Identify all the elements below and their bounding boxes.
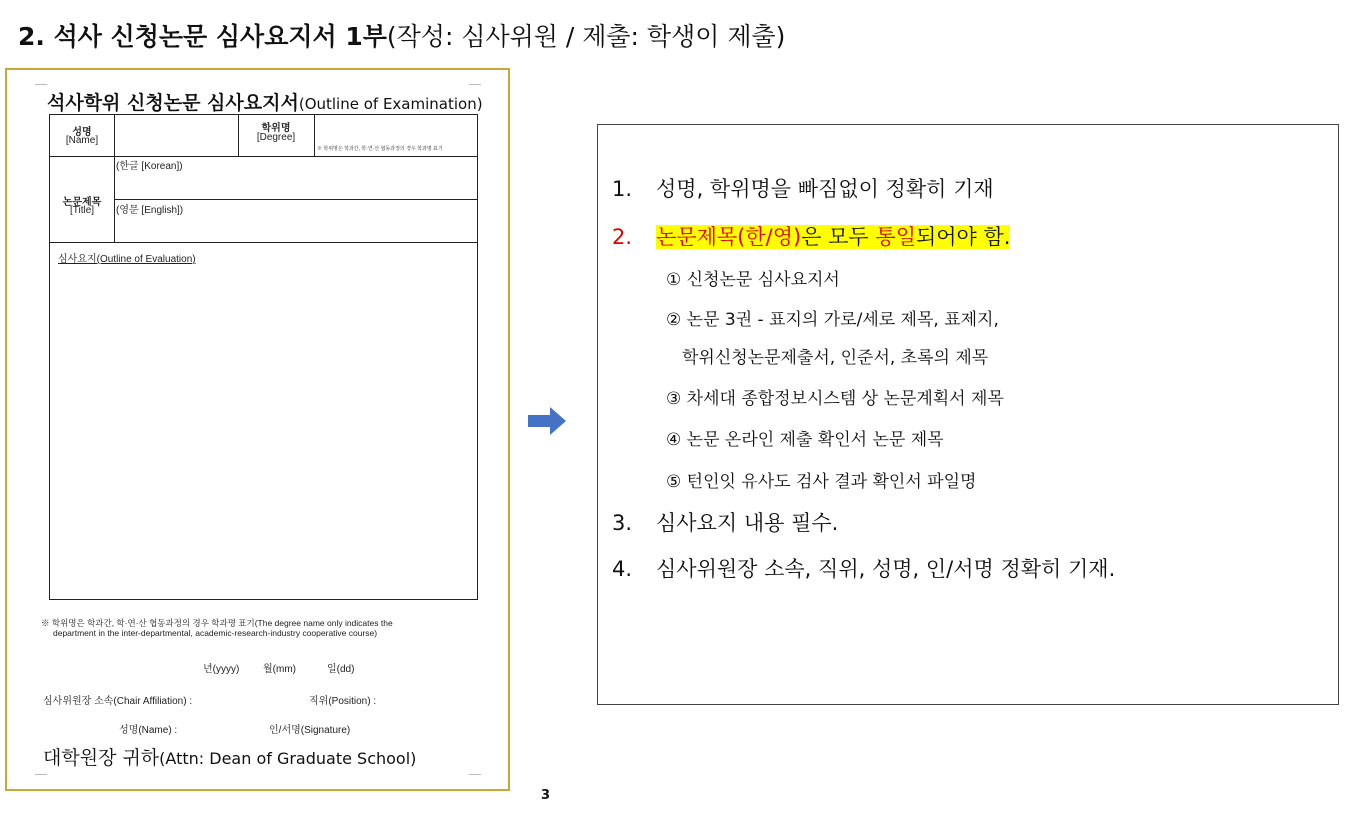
chair-affiliation: 심사위원장 소속(Chair Affiliation) : xyxy=(43,696,193,707)
form-footer: 대학원장 귀하(Attn: Dean of Graduate School) xyxy=(43,747,417,769)
outline-label: 심사요지(Outline of Evaluation) xyxy=(58,254,196,265)
date-month: 월(mm) xyxy=(263,664,296,675)
korean-title-label: (한글 [Korean]) xyxy=(116,161,183,172)
thesis-label-ko: 논문제목 xyxy=(62,197,102,208)
degree-label-ko: 학위명 xyxy=(261,123,291,134)
slide-title xyxy=(18,17,785,53)
checklist-item-1: 1. 성명, 학위명을 빠짐없이 정확히 기재 xyxy=(612,177,994,201)
chair-name: 성명(Name) : xyxy=(119,725,178,736)
slide-title-bold: 2. 석사 신청논문 심사요지서 1부 xyxy=(18,22,387,51)
form-title: 석사학위 신청논문 심사요지서(Outline of Examination) xyxy=(47,92,483,114)
english-title-label: (영문 [English]) xyxy=(116,205,184,216)
checklist-item-4: 4. 심사위원장 소속, 직위, 성명, 인/서명 정확히 기재. xyxy=(612,557,1116,581)
degree-label-en: [Degree] xyxy=(256,132,296,143)
slide-title-note: (작성: 심사위원 / 제출: 학생이 제출) xyxy=(386,22,786,51)
checklist-item-3: 3. 심사요지 내용 필수. xyxy=(612,511,839,535)
chair-signature: 인/서명(Signature) xyxy=(269,725,351,736)
checklist-sub-1: ① 신청논문 심사요지서 xyxy=(666,270,840,290)
right-arrow-icon xyxy=(528,406,568,436)
chair-position: 직위(Position) : xyxy=(309,696,377,707)
checklist-sub-3: ③ 차세대 종합정보시스템 상 논문계획서 제목 xyxy=(666,389,1004,409)
degree-footnote-1: ※ 학위명은 학과간, 학·연·산 협동과정의 경우 학과명 표기(The degree name only indicates the xyxy=(41,618,393,628)
name-label-ko: 성명 xyxy=(72,127,92,138)
name-label-en: [Name] xyxy=(65,135,99,146)
checklist-sub-5: ⑤ 턴인잇 유사도 검사 결과 확인서 파일명 xyxy=(666,472,977,492)
checklist-sub-2-cont: 학위신청논문제출서, 인준서, 초록의 제목 xyxy=(682,348,989,368)
date-year: 년(yyyy) xyxy=(203,664,240,675)
checklist-sub-2: ② 논문 3권 - 표지의 가로/세로 제목, 표제지, xyxy=(666,310,999,330)
checklist-box xyxy=(597,124,1339,705)
date-day: 일(dd) xyxy=(327,664,355,675)
page-number: 3 xyxy=(541,788,551,803)
degree-note: ※ 학위명은 학과간, 학·연·산 협동과정의 경우 학과명 표기 xyxy=(317,146,443,152)
checklist-item-2: 2. 논문제목(한/영)은 모두 통일되어야 함. xyxy=(612,225,1011,249)
degree-footnote-2: department in the inter-departmental, academic-research-industry cooperative course) xyxy=(53,628,378,638)
checklist-sub-4: ④ 논문 온라인 제출 확인서 논문 제목 xyxy=(666,430,944,450)
form-table xyxy=(49,114,478,600)
thesis-label-en: [Title] xyxy=(69,205,95,216)
examination-form-image xyxy=(5,68,510,791)
